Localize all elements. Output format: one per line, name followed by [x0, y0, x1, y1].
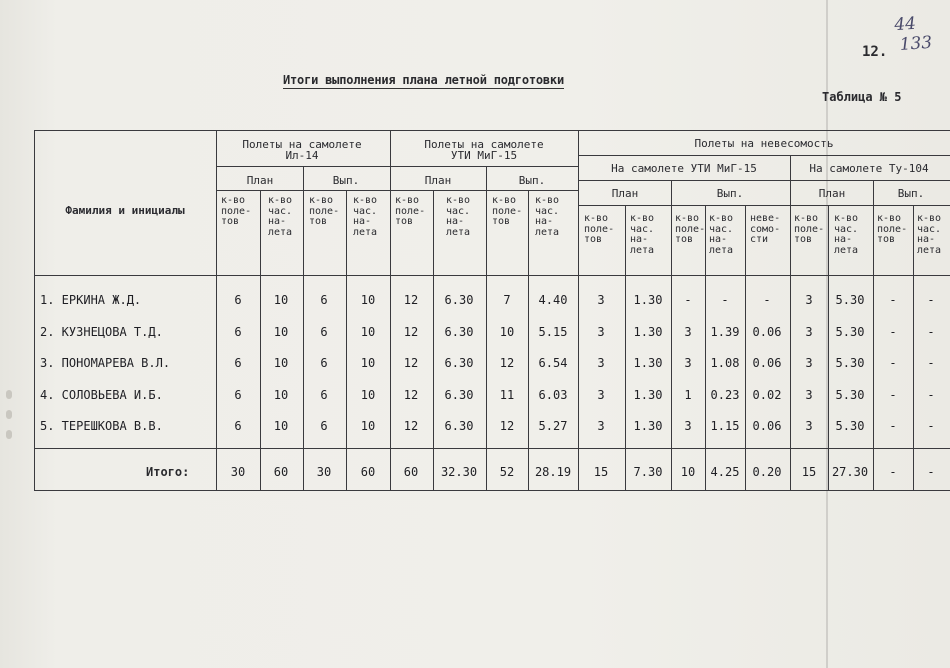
- table-cell: 3: [597, 293, 605, 307]
- header-weightless-tu104: На самолете Ту-104: [809, 162, 929, 175]
- table-cell: 5.30: [835, 356, 865, 370]
- header-weightless-mig15: На самолете УТИ МиГ-15: [611, 162, 757, 175]
- table-cell: 5.30: [835, 419, 865, 433]
- row-name: 3. ПОНОМАРЕВА В.Л.: [40, 356, 171, 370]
- total-cell: 32.30: [440, 465, 478, 479]
- header-hours: к-во час. на- лета: [535, 195, 560, 238]
- table-cell: 7: [503, 293, 511, 307]
- table-cell: 6.30: [444, 388, 474, 402]
- table-cell: 10: [273, 356, 289, 370]
- total-cell: 60: [360, 465, 376, 479]
- table-cell: -: [927, 419, 935, 433]
- table-cell: 12: [403, 293, 419, 307]
- table-cell: 1.30: [633, 293, 663, 307]
- table-cell: 10: [360, 388, 376, 402]
- table-cell: -: [889, 293, 897, 307]
- table-cell: 3: [597, 419, 605, 433]
- archive-mark-bottom: 133: [899, 32, 933, 55]
- table-cell: 1.30: [633, 419, 663, 433]
- table-cell: 6: [320, 293, 328, 307]
- total-top-rule: [34, 448, 950, 449]
- table-cell: 0.06: [752, 356, 782, 370]
- table-top-rule: [34, 130, 950, 131]
- header-hours: к-во час. на- лета: [709, 213, 734, 256]
- total-cell: 60: [403, 465, 419, 479]
- col-rule: [828, 205, 829, 490]
- table-cell: -: [889, 419, 897, 433]
- total-cell: -: [889, 465, 897, 479]
- table-cell: 0.23: [710, 388, 740, 402]
- table-cell: -: [889, 356, 897, 370]
- rule-weightless: [578, 155, 950, 156]
- table-cell: 0.02: [752, 388, 782, 402]
- header-weightless: Полеты на невесомость: [694, 137, 834, 150]
- total-cell: 0.20: [752, 465, 782, 479]
- rule-aircraft: [216, 166, 578, 167]
- total-cell: 10: [680, 465, 696, 479]
- total-cell: 4.25: [710, 465, 740, 479]
- header-plan: План: [611, 187, 639, 200]
- binding-hole: [6, 410, 12, 419]
- rule-weightless-aircraft: [578, 180, 950, 181]
- header-flights: к-во поле- тов: [395, 195, 426, 227]
- table-cell: 1.39: [710, 325, 740, 339]
- col-rule: [260, 190, 261, 490]
- row-name: 1. ЕРКИНА Ж.Д.: [40, 293, 142, 307]
- table-cell: -: [684, 293, 692, 307]
- header-done: Вып.: [518, 174, 546, 187]
- table-cell: 10: [273, 388, 289, 402]
- table-cell: 5.27: [538, 419, 568, 433]
- table-cell: 6.30: [444, 419, 474, 433]
- col-rule: [913, 205, 914, 490]
- table-cell: 3: [684, 325, 692, 339]
- header-flights: к-во поле- тов: [584, 213, 615, 245]
- table-cell: 12: [403, 325, 419, 339]
- archive-handwritten-mark: [894, 13, 933, 55]
- total-cell: -: [927, 465, 935, 479]
- header-flights: к-во поле- тов: [877, 213, 908, 245]
- header-done: Вып.: [897, 187, 925, 200]
- table-cell: 3: [684, 356, 692, 370]
- total-cell: 60: [273, 465, 289, 479]
- col-rule: [346, 190, 347, 490]
- table-cell: 12: [403, 356, 419, 370]
- table-cell: 12: [403, 419, 419, 433]
- table-cell: 6.54: [538, 356, 568, 370]
- table-cell: 6: [234, 388, 242, 402]
- table-cell: 4.40: [538, 293, 568, 307]
- header-mig15: Полеты на самолете УТИ МиГ-15: [424, 138, 544, 162]
- rule-plan-done: [216, 190, 578, 191]
- table-cell: 1.30: [633, 356, 663, 370]
- table-cell: 6.30: [444, 325, 474, 339]
- table-cell: 12: [499, 356, 515, 370]
- header-flights: к-во поле- тов: [492, 195, 523, 227]
- col-rule: [433, 190, 434, 490]
- total-cell: 52: [499, 465, 515, 479]
- table-cell: 10: [360, 325, 376, 339]
- header-hours: к-во час. на- лета: [353, 195, 378, 238]
- header-name-column: Фамилия и инициалы: [65, 204, 185, 217]
- table-cell: 6.03: [538, 388, 568, 402]
- table-cell: 6: [320, 388, 328, 402]
- col-rule: [216, 130, 217, 490]
- table-cell: -: [763, 293, 771, 307]
- header-flights: к-во поле- тов: [309, 195, 340, 227]
- header-il14: Полеты на самолете Ил-14: [242, 138, 362, 162]
- total-cell: 15: [801, 465, 817, 479]
- table-cell: 5.30: [835, 293, 865, 307]
- header-bottom-rule: [34, 275, 950, 276]
- header-flights: к-во поле- тов: [794, 213, 825, 245]
- table-cell: 3: [805, 356, 813, 370]
- table-cell: 0.06: [752, 325, 782, 339]
- table-cell: 6: [234, 293, 242, 307]
- header-hours: к-во час. на- лета: [446, 195, 471, 238]
- table-cell: 1.15: [710, 419, 740, 433]
- header-hours: к-во час. на- лета: [834, 213, 859, 256]
- col-rule: [745, 205, 746, 490]
- rule-plan-done-2: [578, 205, 950, 206]
- table-cell: 5.15: [538, 325, 568, 339]
- col-rule: [790, 155, 791, 490]
- table-cell: 6: [320, 419, 328, 433]
- table-cell: -: [927, 388, 935, 402]
- col-rule: [528, 190, 529, 490]
- table-cell: 10: [360, 293, 376, 307]
- table-cell: 6: [234, 356, 242, 370]
- row-name: 4. СОЛОВЬЕВА И.Б.: [40, 388, 163, 402]
- header-plan: План: [424, 174, 452, 187]
- table-cell: -: [927, 356, 935, 370]
- table-cell: -: [927, 325, 935, 339]
- table-cell: 12: [499, 419, 515, 433]
- col-rule: [34, 130, 35, 490]
- col-rule: [390, 130, 391, 490]
- table-cell: 10: [499, 325, 515, 339]
- table-cell: -: [721, 293, 729, 307]
- table-cell: 5.30: [835, 325, 865, 339]
- table-cell: 6: [320, 356, 328, 370]
- table-cell: 1.30: [633, 388, 663, 402]
- header-hours: к-во час. на- лета: [268, 195, 293, 238]
- col-rule: [578, 130, 579, 490]
- table-cell: 11: [499, 388, 515, 402]
- total-cell: 28.19: [534, 465, 572, 479]
- binding-hole: [6, 430, 12, 439]
- total-label: Итого:: [146, 465, 190, 479]
- table-cell: 3: [597, 325, 605, 339]
- row-name: 2. КУЗНЕЦОВА Т.Д.: [40, 325, 163, 339]
- binding-hole: [6, 390, 12, 399]
- table-cell: 3: [805, 325, 813, 339]
- document-title: Итоги выполнения плана летной подготовки: [283, 73, 564, 87]
- header-flights: к-во поле- тов: [221, 195, 252, 227]
- table-cell: 10: [360, 419, 376, 433]
- table-cell: 10: [273, 293, 289, 307]
- table-cell: 10: [360, 356, 376, 370]
- header-hours: к-во час. на- лета: [630, 213, 655, 256]
- table-cell: 10: [273, 325, 289, 339]
- table-cell: 10: [273, 419, 289, 433]
- table-cell: 3: [805, 388, 813, 402]
- header-plan: План: [818, 187, 846, 200]
- table-cell: 5.30: [835, 388, 865, 402]
- table-cell: 12: [403, 388, 419, 402]
- total-cell: 30: [230, 465, 246, 479]
- table-cell: 6.30: [444, 293, 474, 307]
- col-rule: [705, 205, 706, 490]
- header-plan: План: [246, 174, 274, 187]
- header-done: Вып.: [716, 187, 744, 200]
- table-cell: -: [927, 293, 935, 307]
- table-cell: 6: [234, 325, 242, 339]
- table-number: Таблица № 5: [822, 90, 902, 104]
- total-cell: 30: [316, 465, 332, 479]
- table-cell: 6: [234, 419, 242, 433]
- table-cell: 1: [684, 388, 692, 402]
- page-number: 12.: [862, 44, 888, 60]
- header-done: Вып.: [332, 174, 360, 187]
- table-cell: 3: [597, 388, 605, 402]
- header-flights: к-во поле- тов: [675, 213, 706, 245]
- table-cell: 3: [684, 419, 692, 433]
- total-cell: 7.30: [633, 465, 663, 479]
- total-cell: 15: [593, 465, 609, 479]
- table-cell: 1.30: [633, 325, 663, 339]
- table-bottom-rule: [34, 490, 950, 491]
- table-cell: 3: [597, 356, 605, 370]
- total-cell: 27.30: [831, 465, 869, 479]
- col-rule: [625, 205, 626, 490]
- table-cell: 0.06: [752, 419, 782, 433]
- archive-mark-top: 44: [893, 13, 917, 36]
- table-cell: 6: [320, 325, 328, 339]
- table-cell: 6.30: [444, 356, 474, 370]
- table-cell: -: [889, 388, 897, 402]
- header-hours: к-во час. на- лета: [917, 213, 942, 256]
- table-cell: -: [889, 325, 897, 339]
- row-name: 5. ТЕРЕШКОВА В.В.: [40, 419, 163, 433]
- table-cell: 3: [805, 293, 813, 307]
- table-cell: 3: [805, 419, 813, 433]
- table-cell: 1.08: [710, 356, 740, 370]
- header-weightless-count: невe- сомо- сти: [750, 213, 781, 245]
